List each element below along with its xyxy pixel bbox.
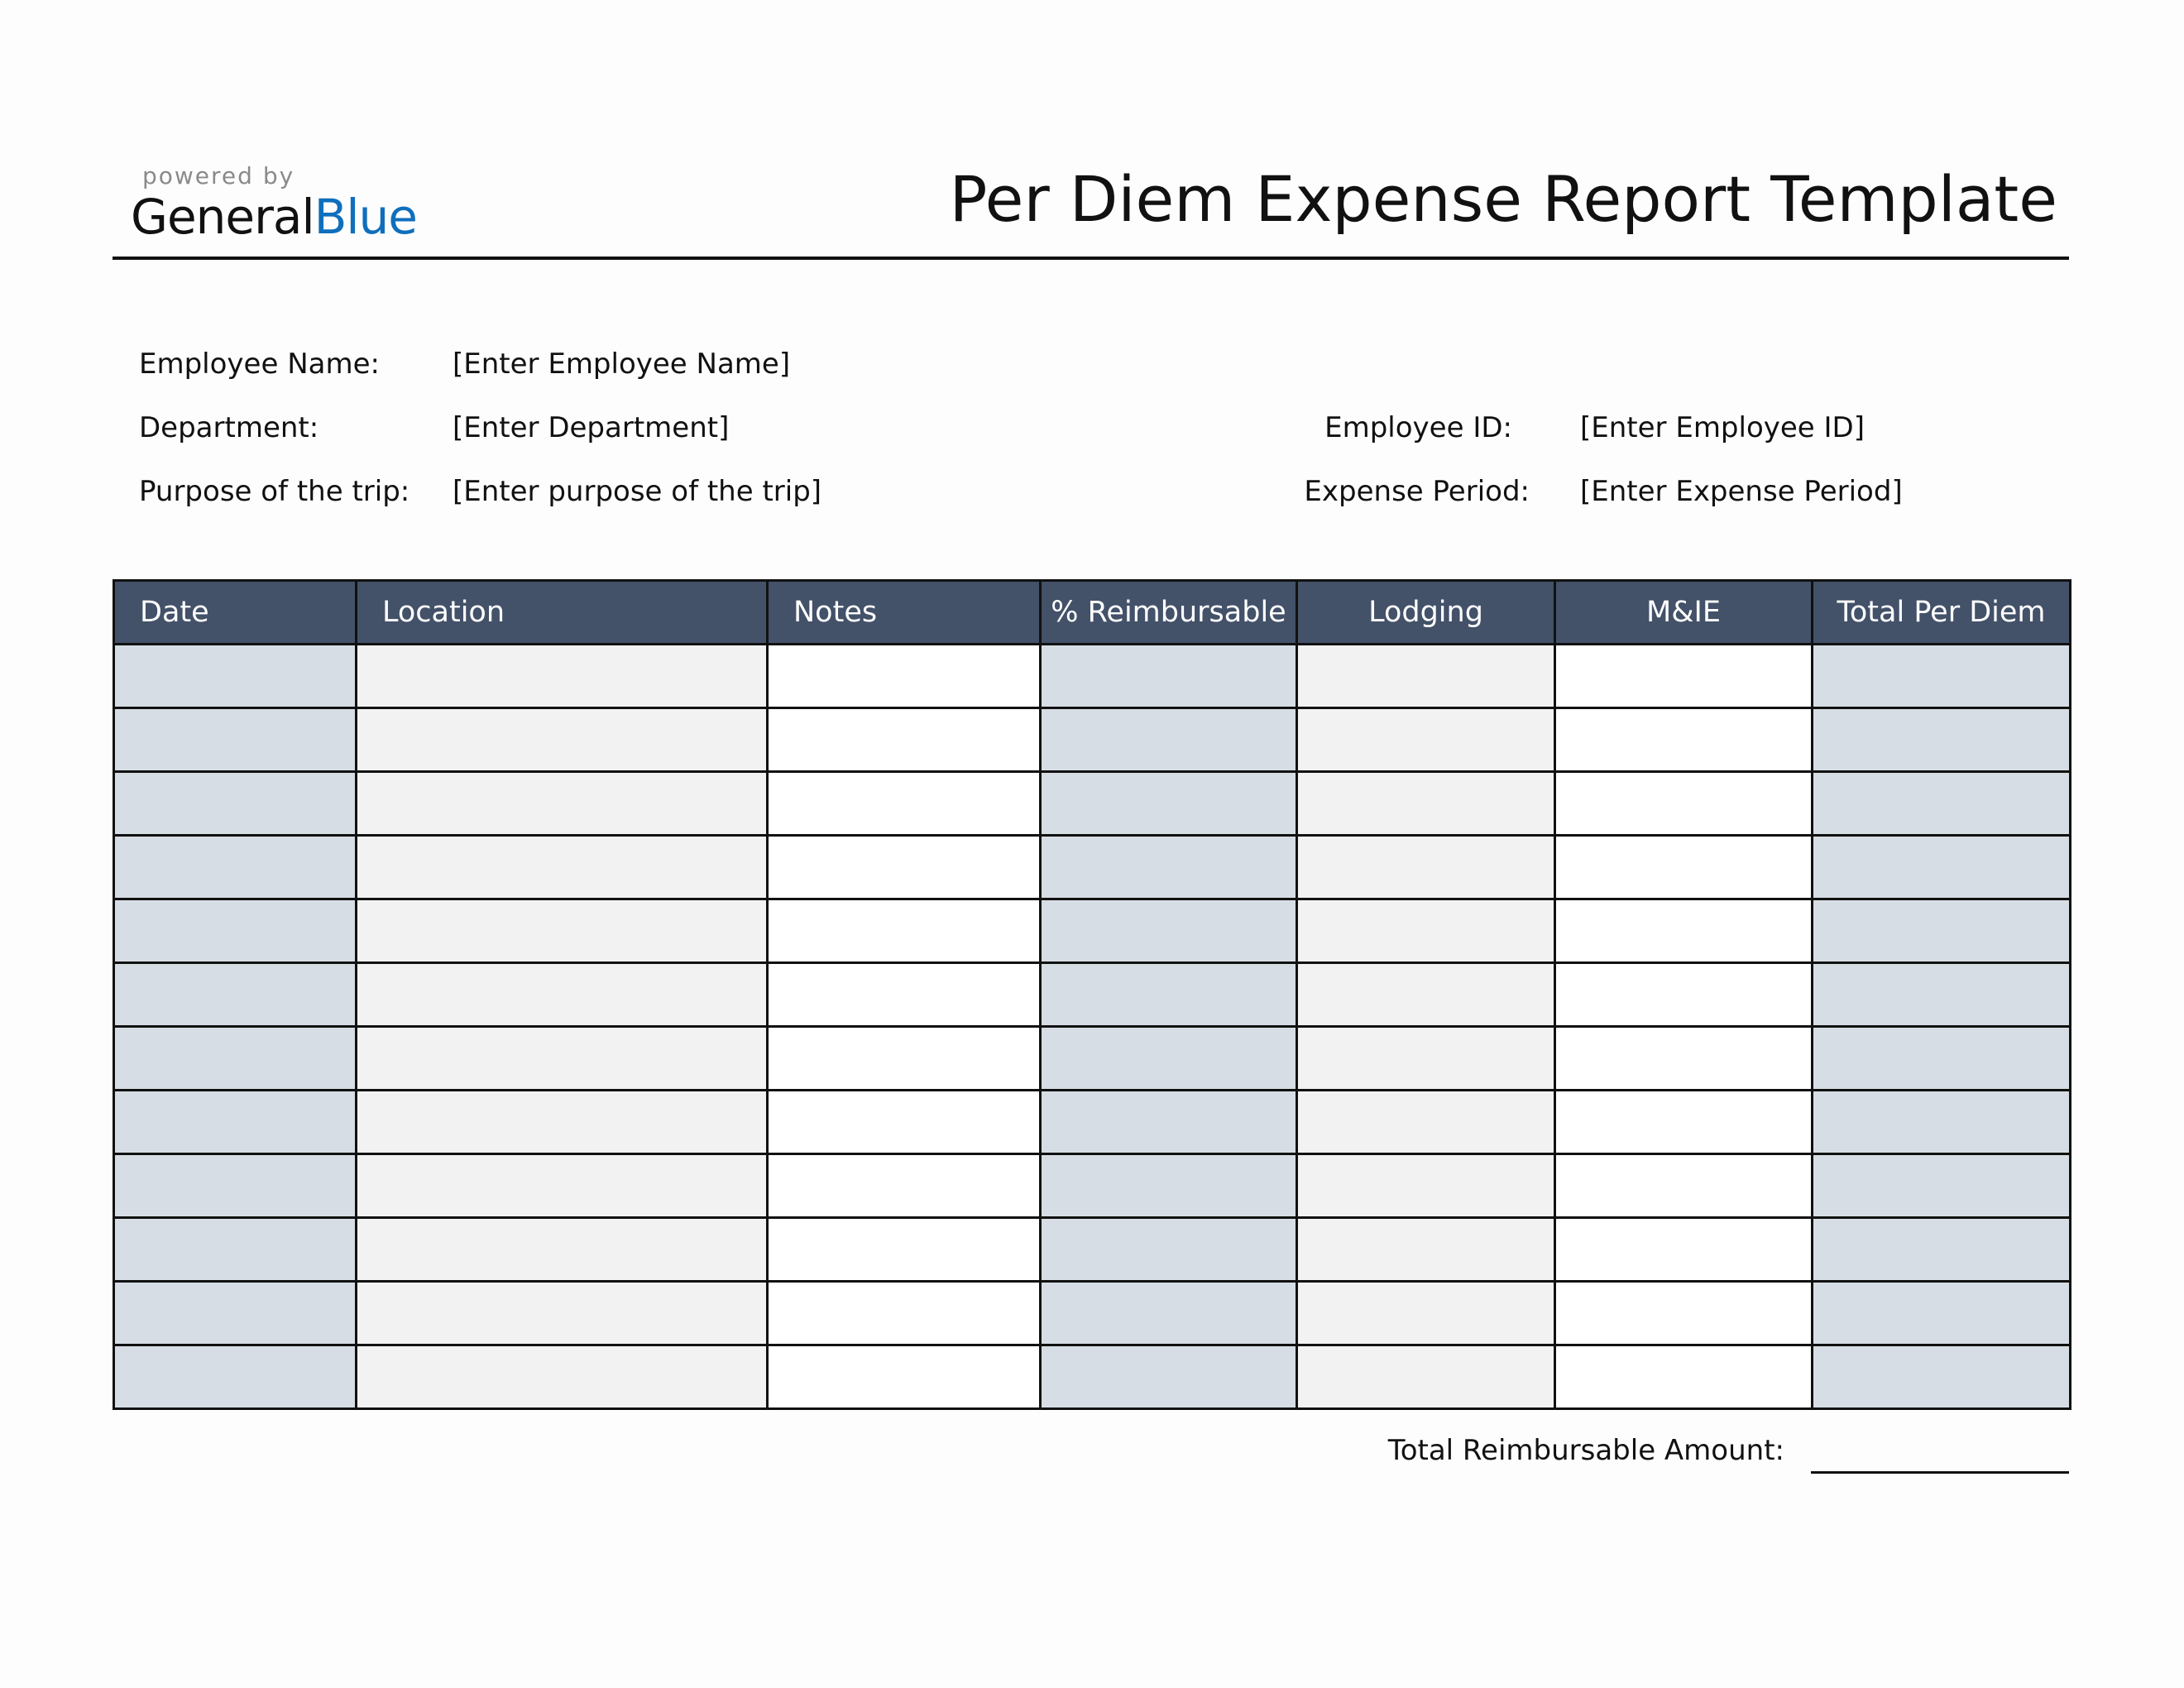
table-cell[interactable] [1041, 772, 1297, 836]
table-cell[interactable] [357, 772, 768, 836]
purpose-field[interactable]: [Enter purpose of the trip] [453, 475, 822, 508]
table-cell[interactable] [768, 899, 1041, 963]
table-cell[interactable] [1813, 1154, 2071, 1218]
employee-id-label: Employee ID: [1324, 411, 1512, 444]
table-cell[interactable] [1555, 836, 1813, 899]
department-field[interactable]: [Enter Department] [453, 411, 730, 444]
table-cell[interactable] [768, 645, 1041, 708]
logo-general: General [131, 189, 314, 245]
table-cell[interactable] [114, 1027, 357, 1091]
table-header-row [114, 581, 2071, 645]
table-row [114, 1345, 2071, 1409]
table-cell[interactable] [114, 899, 357, 963]
column-header-reimbursable: % Reimbursable [1041, 581, 1297, 645]
table-cell[interactable] [114, 772, 357, 836]
table-cell[interactable] [114, 963, 357, 1027]
page-title: Per Diem Expense Report Template [949, 162, 2057, 236]
table-cell[interactable] [1297, 1027, 1555, 1091]
table-cell[interactable] [1041, 645, 1297, 708]
table-cell[interactable] [768, 1091, 1041, 1154]
table-cell[interactable] [1041, 963, 1297, 1027]
table-cell[interactable] [357, 1282, 768, 1345]
table-cell[interactable] [1813, 772, 2071, 836]
table-cell[interactable] [1297, 963, 1555, 1027]
table-cell[interactable] [1297, 645, 1555, 708]
table-cell[interactable] [1555, 1218, 1813, 1282]
per-diem-table [113, 579, 2071, 1410]
table-cell[interactable] [114, 1091, 357, 1154]
table-row [114, 1154, 2071, 1218]
column-header-date: Date [114, 581, 357, 645]
table-cell[interactable] [1297, 899, 1555, 963]
table-cell[interactable] [1813, 899, 2071, 963]
table-cell[interactable] [1813, 1345, 2071, 1409]
table-cell[interactable] [114, 1282, 357, 1345]
table-cell[interactable] [1555, 1091, 1813, 1154]
table-cell[interactable] [357, 645, 768, 708]
column-header-location: Location [357, 581, 768, 645]
table-cell[interactable] [357, 1218, 768, 1282]
table-row [114, 1282, 2071, 1345]
department-label: Department: [139, 411, 319, 444]
table-cell[interactable] [1555, 1027, 1813, 1091]
table-cell[interactable] [357, 836, 768, 899]
table-cell[interactable] [768, 708, 1041, 772]
table-cell[interactable] [114, 1345, 357, 1409]
column-header-total-per-diem: Total Per Diem [1813, 581, 2071, 645]
table-cell[interactable] [1297, 836, 1555, 899]
table-cell[interactable] [114, 1218, 357, 1282]
table-cell[interactable] [1813, 1027, 2071, 1091]
column-header-m-ie: M&IE [1555, 581, 1813, 645]
table-cell[interactable] [357, 1027, 768, 1091]
table-cell[interactable] [768, 836, 1041, 899]
table-row [114, 899, 2071, 963]
employee-name-label: Employee Name: [139, 348, 380, 381]
table-cell[interactable] [768, 1027, 1041, 1091]
table-cell[interactable] [1041, 1345, 1297, 1409]
total-reimbursable-label: Total Reimbursable Amount: [1387, 1434, 1784, 1467]
table-row [114, 963, 2071, 1027]
table-cell[interactable] [1555, 963, 1813, 1027]
table-cell[interactable] [1041, 1091, 1297, 1154]
table-row [114, 708, 2071, 772]
expense-period-field[interactable]: [Enter Expense Period] [1580, 475, 1903, 508]
table-cell[interactable] [114, 836, 357, 899]
table-cell[interactable] [1041, 899, 1297, 963]
table-cell[interactable] [1297, 1282, 1555, 1345]
table-cell[interactable] [768, 1282, 1041, 1345]
table-cell[interactable] [1297, 1154, 1555, 1218]
table-cell[interactable] [357, 1091, 768, 1154]
table-cell[interactable] [1555, 708, 1813, 772]
table-row [114, 1218, 2071, 1282]
table-cell[interactable] [357, 963, 768, 1027]
table-cell[interactable] [1555, 645, 1813, 708]
employee-name-field[interactable]: [Enter Employee Name] [453, 348, 791, 381]
table-cell[interactable] [1041, 1218, 1297, 1282]
table-row [114, 836, 2071, 899]
table-cell[interactable] [1555, 1154, 1813, 1218]
table-cell[interactable] [768, 1154, 1041, 1218]
table-cell[interactable] [1041, 1027, 1297, 1091]
employee-id-field[interactable]: [Enter Employee ID] [1580, 411, 1866, 444]
table-cell[interactable] [1297, 1345, 1555, 1409]
table-cell[interactable] [1555, 772, 1813, 836]
table-cell[interactable] [768, 1218, 1041, 1282]
table-cell[interactable] [768, 1345, 1041, 1409]
table-cell[interactable] [1297, 1091, 1555, 1154]
table-cell[interactable] [114, 1154, 357, 1218]
total-reimbursable-field[interactable] [1811, 1471, 2069, 1474]
table-cell[interactable] [1813, 836, 2071, 899]
table-cell[interactable] [1297, 1218, 1555, 1282]
table-cell[interactable] [1813, 708, 2071, 772]
table-cell[interactable] [357, 1154, 768, 1218]
table-row [114, 1091, 2071, 1154]
table-cell[interactable] [768, 772, 1041, 836]
table-cell[interactable] [1041, 1154, 1297, 1218]
table-cell[interactable] [1813, 645, 2071, 708]
table-cell[interactable] [1555, 1282, 1813, 1345]
expense-period-label: Expense Period: [1304, 475, 1530, 508]
table-row [114, 772, 2071, 836]
powered-by-text: powered by [142, 162, 295, 189]
table-cell[interactable] [1813, 1218, 2071, 1282]
logo-blue: Blue [314, 189, 417, 245]
table-cell[interactable] [114, 708, 357, 772]
table-cell[interactable] [768, 963, 1041, 1027]
table-cell[interactable] [357, 708, 768, 772]
generalblue-logo [131, 189, 417, 245]
table-cell[interactable] [1041, 1282, 1297, 1345]
table-cell[interactable] [357, 1345, 768, 1409]
column-header-notes: Notes [768, 581, 1041, 645]
table-cell[interactable] [1813, 1282, 2071, 1345]
column-header-lodging: Lodging [1297, 581, 1555, 645]
table-cell[interactable] [1297, 708, 1555, 772]
table-cell[interactable] [1555, 899, 1813, 963]
table-cell[interactable] [1041, 836, 1297, 899]
table-cell[interactable] [1041, 708, 1297, 772]
purpose-label: Purpose of the trip: [139, 475, 410, 508]
table-cell[interactable] [1555, 1345, 1813, 1409]
table-cell[interactable] [357, 899, 768, 963]
table-row [114, 645, 2071, 708]
table-cell[interactable] [1297, 772, 1555, 836]
table-cell[interactable] [1813, 963, 2071, 1027]
table-cell[interactable] [114, 645, 357, 708]
table-cell[interactable] [1813, 1091, 2071, 1154]
header-divider [113, 257, 2069, 260]
table-row [114, 1027, 2071, 1091]
